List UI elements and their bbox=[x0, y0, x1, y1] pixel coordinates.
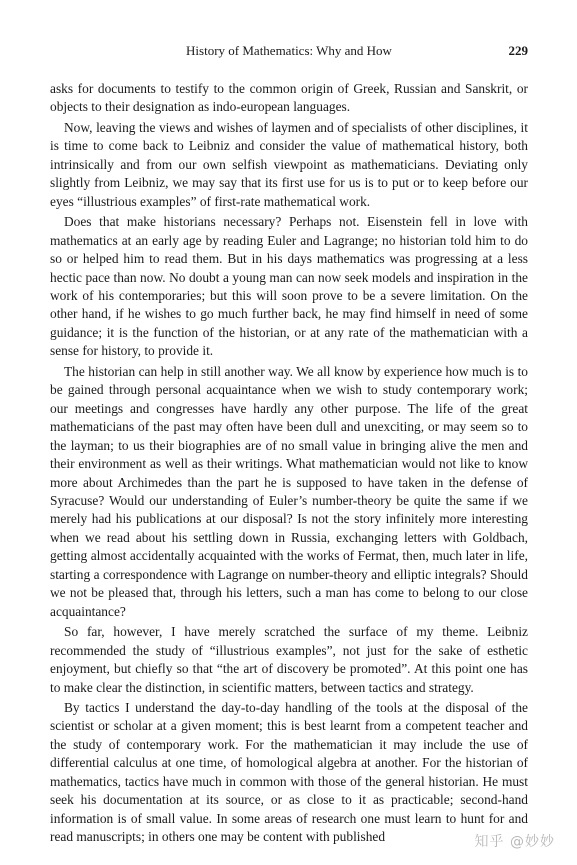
watermark: 知乎 @妙妙 bbox=[474, 834, 555, 850]
paragraph-tactics-strategy: So far, however, I have merely scratched the surface of my theme. Leibniz recommended the study of “illustrious examples”, not just for the sake of esthetic enjoyment, but chiefly so that “the art of discovery be promoted”. At this point one has to make clear the distinction, in scientific matters, between tactics and strategy. bbox=[50, 624, 528, 695]
paragraph-continuation: asks for documents to testify to the common origin of Greek, Russian and Sanskrit, or objects to their designation as indo-european languages. bbox=[50, 81, 528, 115]
page-number: 229 bbox=[508, 43, 528, 58]
running-title: History of Mathematics: Why and How bbox=[186, 43, 392, 58]
paragraph-leibniz-value: Now, leaving the views and wishes of laymen and of specialists of other disciplines, it is time to come back to Leibniz and consider the value of mathematical history, both intrinsically and from our own selfish viewpoint as mathematicians. Deviating only slightly from Leibniz, we may say that its first use for us is to put or to keep before our eyes “illustrious examples” of first-rate mathematical work. bbox=[50, 119, 528, 209]
paragraph-tactics-definition: By tactics I understand the day-to-day handling of the tools at the disposal of the scientist or scholar at a given moment; this is best learnt from a competent teacher and the study of contemporary work. For the mathematician it may include the use of differential calculus at one time, of homological algebra at another. For the historian of mathematics, tactics have much in common with those of the general historian. He must seek his documentation at its source, or as close to it as practicable; second-hand information is of small value. In some areas of research one must learn to hunt for and read manuscripts; in others one may be content with published bbox=[50, 699, 528, 845]
running-head bbox=[50, 42, 528, 60]
paragraph-historian-help: The historian can help in still another way. We all know by experience how much is to be gained through personal acquaintance when we wish to study contemporary work; our meetings and congresses have hardly any other purpose. The life of the great mathematicians of the past may often have been dull and unexciting, or may seem so to the layman; to us their biographies are of no small value in bringing alive the men and their environment as well as their writings. What mathematician would not like to know more about Archimedes than the part he is supposed to have taken in the defense of Syracuse? Would our understanding of Euler’s number-theory be quite the same if we merely had his publications at our disposal? Is not the story infinitely more interesting when we read about his settling down in Russia, exchanging letters with Goldbach, getting almost accidentally acquainted with the works of Fermat, then, much later in life, starting a correspondence with Lagrange on number-theory and elliptic integrals? Should we not be pleased that, through his letters, such a man has come to belong to our close acquaintance? bbox=[50, 363, 528, 619]
body-text bbox=[50, 80, 528, 849]
paragraph-historians-necessary: Does that make historians necessary? Perhaps not. Eisenstein fell in love with mathematics at an early age by reading Euler and Lagrange; no historian told him to do so or helped him to read them. But in his days mathematics was progressing at a less hectic pace than now. No doubt a young man can now seek models and inspiration in the work of his contemporaries; but this will soon prove to be a severe limitation. On the other hand, if he wishes to go much further back, he may find himself in need of some guidance; it is the function of the historian, or at any rate of the mathematician with a sense for history, to provide it. bbox=[50, 214, 528, 359]
